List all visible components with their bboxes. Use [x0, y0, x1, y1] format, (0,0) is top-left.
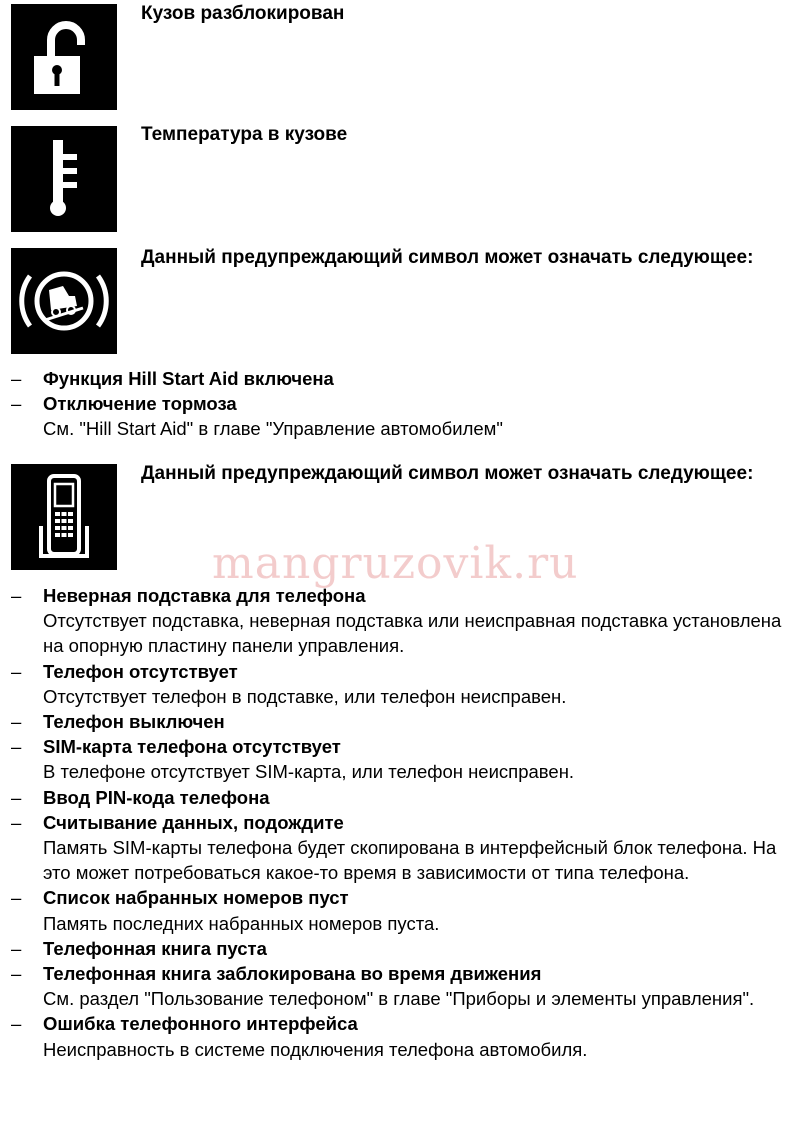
section-title: Температура в кузове — [141, 124, 348, 145]
item-desc: Неисправность в системе подключения телефона автомобиля. — [43, 1038, 588, 1060]
list-dash: – — [11, 368, 22, 389]
list-item — [11, 1011, 803, 1061]
item-title: Функция Hill Start Aid включена — [43, 368, 334, 389]
item-title: Ввод PIN-кода телефона — [43, 786, 270, 808]
item-desc: Память SIM-карты телефона будет скопирована в интерфейсный блок телефона. На это может потребоваться какое-то время в зависимости от типа телефона. — [43, 837, 777, 884]
item-title: SIM-карта телефона отсутствует — [43, 736, 341, 758]
list-item — [11, 936, 803, 961]
section-title: Данный предупреждающий символ может означать следующее: — [141, 247, 754, 268]
hill-start-list — [11, 366, 803, 442]
item-title: Телефон выключен — [43, 711, 225, 733]
list-dash: – — [11, 585, 22, 606]
thermometer-icon — [11, 126, 117, 232]
item-desc: См. "Hill Start Aid" в главе "Управление автомобилем" — [43, 418, 503, 440]
item-title: Отключение тормоза — [43, 393, 237, 415]
item-title: Телефонная книга заблокирована во время движения — [43, 963, 542, 985]
item-title: Ошибка телефонного интерфейса — [43, 1013, 358, 1035]
list-dash: – — [11, 660, 22, 682]
item-title: Считывание данных, подождите — [43, 811, 344, 833]
item-title: Неверная подставка для телефона — [43, 585, 366, 606]
watermark: mangruzovik.ru — [212, 538, 579, 589]
list-item — [11, 734, 803, 784]
list-dash: – — [11, 963, 22, 985]
section-title: Кузов разблокирован — [141, 3, 345, 24]
item-desc: В телефоне отсутствует SIM-карта, или телефон неисправен. — [43, 761, 575, 783]
list-dash: – — [11, 711, 22, 733]
list-item — [11, 810, 803, 886]
list-item — [11, 366, 803, 391]
hill-start-brake-icon — [11, 248, 117, 354]
item-title: Телефонная книга пуста — [43, 937, 267, 959]
list-dash: – — [11, 937, 22, 959]
list-item — [11, 961, 803, 1011]
list-item — [11, 709, 803, 734]
item-title: Телефон отсутствует — [43, 660, 238, 682]
list-dash: – — [11, 393, 22, 415]
list-dash: – — [11, 786, 22, 808]
list-item — [11, 785, 803, 810]
list-item — [11, 583, 803, 659]
item-title: Список набранных номеров пуст — [43, 887, 349, 909]
item-desc: Отсутствует подставка, неверная подставка или неисправная подставка установлена на опорную пластину панели управления. — [43, 610, 782, 657]
list-item — [11, 391, 803, 441]
item-desc: Память последних набранных номеров пуста. — [43, 912, 440, 934]
item-desc: Отсутствует телефон в подставке, или телефон неисправен. — [43, 685, 567, 707]
list-item — [11, 885, 803, 935]
list-dash: – — [11, 811, 22, 833]
phone-cradle-icon — [11, 464, 117, 570]
lock-open-icon — [11, 4, 117, 110]
item-desc: См. раздел "Пользование телефоном" в главе "Приборы и элементы управления". — [43, 988, 755, 1010]
list-dash: – — [11, 887, 22, 909]
list-item — [11, 659, 803, 709]
list-dash: – — [11, 736, 22, 758]
section-title: Данный предупреждающий символ может означать следующее: — [141, 463, 754, 484]
phone-list — [11, 583, 803, 1062]
list-dash: – — [11, 1013, 22, 1035]
